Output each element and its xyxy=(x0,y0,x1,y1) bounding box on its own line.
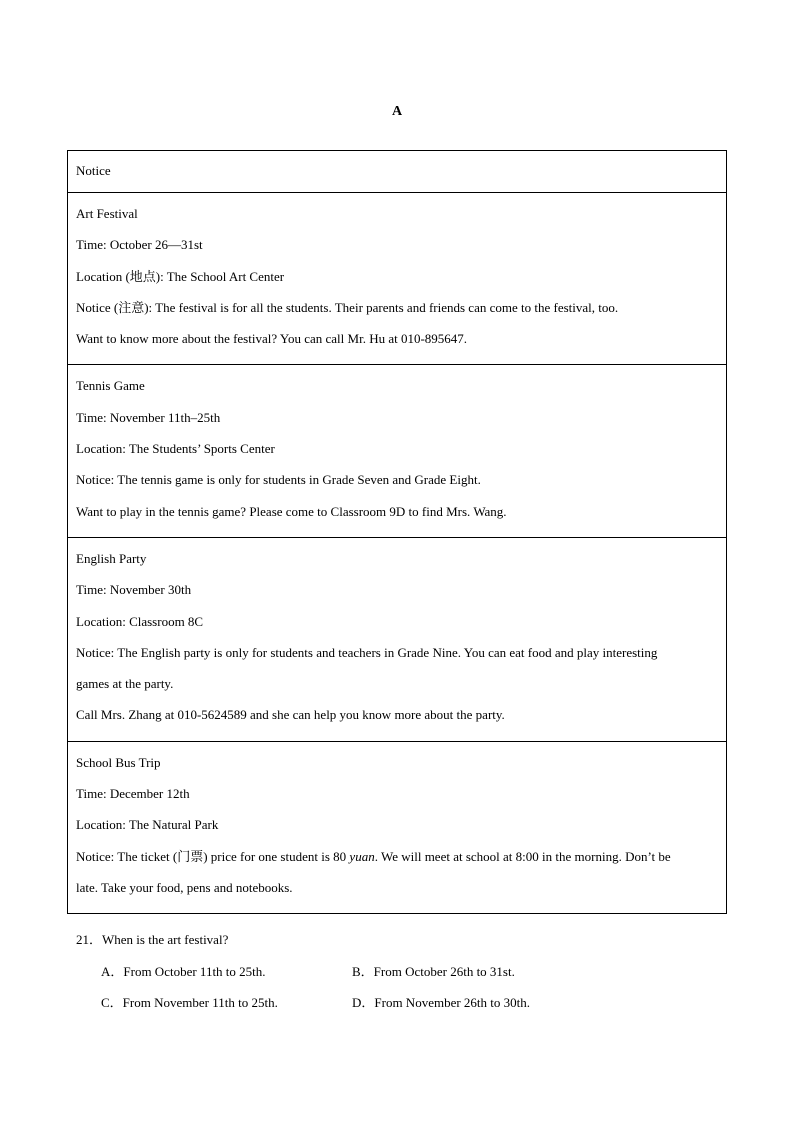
english-party-block xyxy=(68,538,726,742)
block-title: English Party xyxy=(76,550,147,566)
question-21 xyxy=(76,929,736,1024)
notice-text-post: . We will meet at school at 8:00 in the morning. Don’t be xyxy=(374,848,671,864)
notice-header: Notice xyxy=(76,163,111,178)
block-notice: Notice (注意): The festival is for all the students. Their parents and friends can come to the festival, too. xyxy=(76,299,619,315)
block-location: Location (地点): The School Art Center xyxy=(76,268,285,284)
notice-text-pre: Notice: The ticket (门票) price for one student is 80 xyxy=(76,848,350,864)
block-title: Tennis Game xyxy=(76,378,145,394)
block-location: Location: The Natural Park xyxy=(76,817,219,833)
art-festival-block xyxy=(68,193,726,365)
option-d[interactable]: D．From November 26th to 30th. xyxy=(352,995,531,1010)
block-title: Art Festival xyxy=(76,206,138,221)
option-a[interactable]: A．From October 11th to 25th. xyxy=(101,963,266,979)
tennis-game-block xyxy=(68,365,726,537)
options-row-1 xyxy=(76,961,736,993)
block-time: Time: November 30th xyxy=(76,582,192,598)
block-time: Time: December 12th xyxy=(76,786,190,802)
option-b[interactable]: B．From October 26th to 31st. xyxy=(352,963,515,979)
section-title: A xyxy=(391,104,403,119)
block-location: Location: The Students’ Sports Center xyxy=(76,441,275,457)
block-notice xyxy=(76,845,718,876)
block-notice-continued: games at the party. xyxy=(76,676,174,692)
notice-header-row xyxy=(68,151,726,193)
block-extra: Call Mrs. Zhang at 010-5624589 and she can help you know more about the party. xyxy=(76,707,505,723)
question-text: 21．When is the art festival? xyxy=(76,932,229,947)
block-time: Time: October 26—31st xyxy=(76,237,203,253)
block-extra: Want to know more about the festival? You can call Mr. Hu at 010-895647. xyxy=(76,331,468,347)
school-bus-trip-block xyxy=(68,742,726,913)
block-extra: Want to play in the tennis game? Please come to Classroom 9D to find Mrs. Wang. xyxy=(76,503,507,519)
options-row-2 xyxy=(76,992,736,1024)
block-location: Location: Classroom 8C xyxy=(76,613,204,629)
yuan-italic: yuan xyxy=(349,848,375,864)
block-time: Time: November 11th–25th xyxy=(76,409,221,425)
block-title: School Bus Trip xyxy=(76,754,161,770)
notice-table xyxy=(67,150,727,914)
option-c[interactable]: C．From November 11th to 25th. xyxy=(101,995,278,1010)
block-notice: Notice: The English party is only for students and teachers in Grade Nine. You can eat food and play interesting xyxy=(76,644,658,660)
block-notice: Notice: The tennis game is only for students in Grade Seven and Grade Eight. xyxy=(76,472,481,488)
block-notice-continued: late. Take your food, pens and notebooks. xyxy=(76,879,293,895)
